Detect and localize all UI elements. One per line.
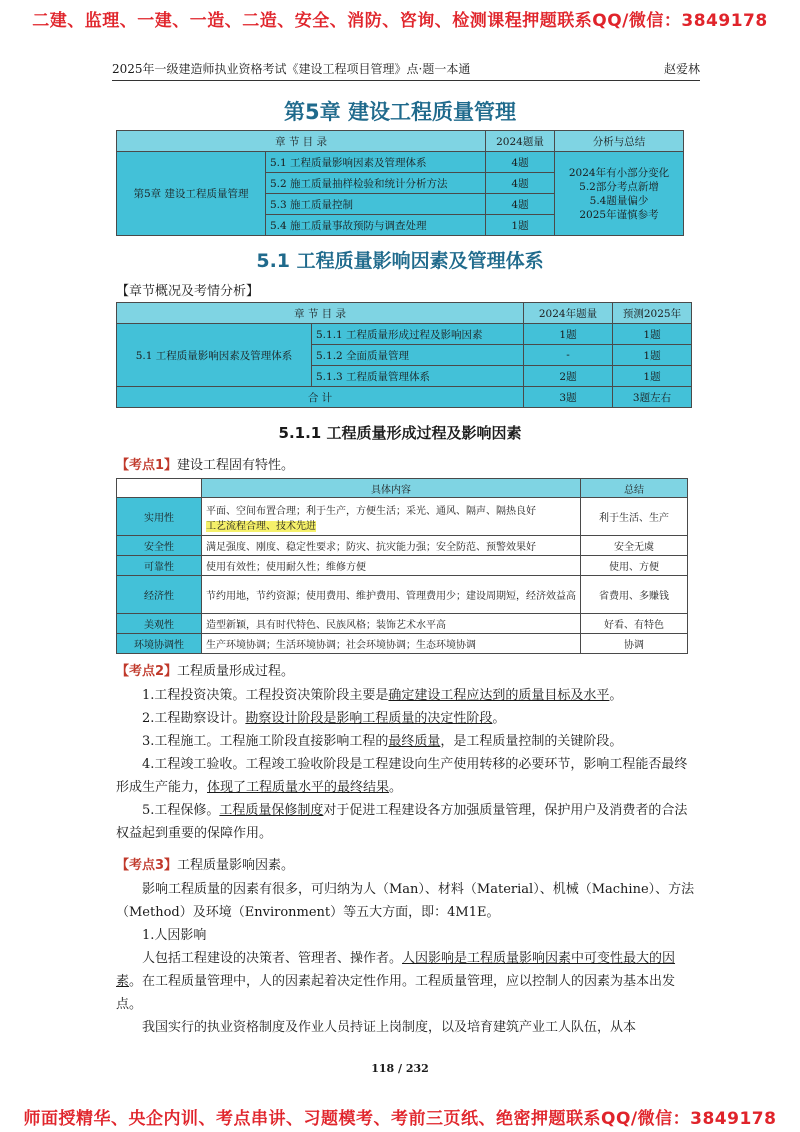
- running-head-title: 2025年一级建造师执业资格考试《建设工程项目管理》点·题一本通: [112, 62, 471, 76]
- key-point-tag: 【考点2】: [116, 664, 178, 679]
- table-cell-sub: 5.1.2 全面质量管理: [312, 345, 524, 366]
- key-point-title: 工程质量形成过程。: [177, 664, 295, 679]
- human-heading: 1.人因影响: [142, 928, 207, 943]
- key-point-3: [116, 854, 294, 873]
- factors-intro: 影响工程质量的因素有很多，可归纳为人（Man）、材料（Material）、机械（Machine）、方法（Method）及环境（Environment）等五大方面，即：4M1E。: [116, 882, 695, 920]
- human-paragraph-2: 我国实行的执业资格制度及作业人员持证上岗制度，以及培育建筑产业工人队伍，从本: [142, 1020, 637, 1035]
- key-point-title: 建设工程固有特性。: [177, 458, 295, 473]
- property-name: 安全性: [117, 536, 202, 556]
- table-cell-count: 2题: [524, 366, 613, 387]
- property-name: 美观性: [117, 614, 202, 634]
- table-cell-total-label: 合 计: [117, 387, 524, 408]
- table-cell-analysis: [555, 152, 684, 236]
- table-header: 具体内容: [202, 479, 581, 498]
- property-summary: 使用、方便: [581, 556, 688, 576]
- key-point-1: [116, 454, 294, 473]
- property-content: 节约用地，节约资源；使用费用、维护费用、管理费用少；建设周期短，经济效益高: [202, 576, 581, 614]
- process-step: 5.工程保修。工程质量保修制度对于促进工程建设各方加强质量管理，保护用户及消费者的合法权益起到重要的保障作用。: [116, 803, 688, 841]
- quality-properties-table: [116, 478, 688, 654]
- table-cell-predict: 1题: [613, 366, 692, 387]
- quality-factors-text: [116, 878, 700, 1039]
- quality-process-list: [116, 684, 700, 845]
- analysis-line: 2024年有小部分变化: [568, 166, 670, 179]
- process-step: 2.工程勘察设计。勘察设计阶段是影响工程质量的决定性阶段。: [142, 711, 506, 726]
- highlight-text: 工艺流程合理、技术先进: [206, 520, 316, 532]
- analysis-line: 5.4题量偏少: [589, 194, 649, 207]
- page-number: 118 / 232: [371, 1062, 429, 1075]
- property-summary: 好看、有特色: [581, 614, 688, 634]
- section-overview-table: [116, 302, 692, 408]
- table-cell-section: 5.2 施工质量抽样检验和统计分析方法: [266, 173, 486, 194]
- property-summary: 安全无虞: [581, 536, 688, 556]
- analysis-line: 2025年谨慎参考: [579, 208, 659, 221]
- bottom-banner: 师面授精华、央企内训、考点串讲、习题模考、考前三页纸、绝密押题联系QQ/微信：3849178: [23, 1109, 777, 1129]
- property-name: 实用性: [117, 498, 202, 536]
- table-cell-section: 5.4 施工质量事故预防与调查处理: [266, 215, 486, 236]
- property-content: 造型新颖，具有时代特色、民族风格；装饰艺术水平高: [202, 614, 581, 634]
- process-step: 4.工程竣工验收。工程竣工验收阶段是工程建设向生产使用转移的必要环节，影响工程能否最终形成生产能力，体现了工程质量水平的最终结果。: [116, 757, 688, 795]
- table-cell-predict: 1题: [613, 345, 692, 366]
- table-header: 章 节 目 录: [117, 131, 486, 152]
- table-cell-count: 4题: [486, 152, 555, 173]
- table-cell-predict: 1题: [613, 324, 692, 345]
- key-point-title: 工程质量影响因素。: [177, 858, 295, 873]
- table-cell-chapter: 第5章 建设工程质量管理: [117, 152, 266, 236]
- table-cell-count: 1题: [524, 324, 613, 345]
- process-step: 3.工程施工。工程施工阶段直接影响工程的最终质量，是工程质量控制的关键阶段。: [142, 734, 623, 749]
- table-cell-count: -: [524, 345, 613, 366]
- table-cell-section: 5.1 工程质量影响因素及管理体系: [266, 152, 486, 173]
- key-point-tag: 【考点3】: [116, 858, 178, 873]
- process-step: 1.工程投资决策。工程投资决策阶段主要是确定建设工程应达到的质量目标及水平。: [142, 688, 623, 703]
- chapter-title: 第5章 建设工程质量管理: [284, 100, 516, 124]
- table-header: 章 节 目 录: [117, 303, 524, 324]
- property-summary: 省费用、多赚钱: [581, 576, 688, 614]
- subsection-title: 5.1.1 工程质量形成过程及影响因素: [278, 424, 522, 442]
- table-header: 2024年题量: [524, 303, 613, 324]
- table-header: 预测2025年: [613, 303, 692, 324]
- key-point-2: [116, 660, 294, 679]
- property-content: 满足强度、刚度、稳定性要求；防灾、抗灾能力强；安全防范、预警效果好: [202, 536, 581, 556]
- property-name: 环境协调性: [117, 634, 202, 654]
- property-name: 经济性: [117, 576, 202, 614]
- table-cell-total-2025: 3题左右: [613, 387, 692, 408]
- table-cell-count: 4题: [486, 173, 555, 194]
- chapter-overview-table: [116, 130, 684, 236]
- human-paragraph: 人包括工程建设的决策者、管理者、操作者。人因影响是工程质量影响因素中可变性最大的因素。在工程质量管理中，人的因素起着决定性作用。工程质量管理，应以控制人的因素为基本出发点。: [116, 951, 676, 1012]
- key-point-tag: 【考点1】: [116, 458, 178, 473]
- table-cell-section: 5.3 施工质量控制: [266, 194, 486, 215]
- table-header: 分析与总结: [555, 131, 684, 152]
- table-cell-section: 5.1 工程质量影响因素及管理体系: [117, 324, 312, 387]
- table-header: 2024题量: [486, 131, 555, 152]
- table-cell-total-2024: 3题: [524, 387, 613, 408]
- property-content: 使用有效性；使用耐久性；维修方便: [202, 556, 581, 576]
- property-name: 可靠性: [117, 556, 202, 576]
- table-cell-sub: 5.1.3 工程质量管理体系: [312, 366, 524, 387]
- overview-label: 【章节概况及考情分析】: [116, 284, 260, 299]
- table-cell-sub: 5.1.1 工程质量形成过程及影响因素: [312, 324, 524, 345]
- table-cell-count: 4题: [486, 194, 555, 215]
- table-header: 总结: [581, 479, 688, 498]
- property-content: 生产环境协调；生活环境协调；社会环境协调；生态环境协调: [202, 634, 581, 654]
- running-head: [112, 60, 700, 81]
- running-head-author: 赵爱林: [663, 62, 700, 76]
- table-cell-count: 1题: [486, 215, 555, 236]
- property-summary: 利于生活、生产: [581, 498, 688, 536]
- section-title: 5.1 工程质量影响因素及管理体系: [256, 250, 544, 272]
- analysis-line: 5.2部分考点新增: [579, 180, 659, 193]
- top-banner: 二建、监理、一建、一造、二造、安全、消防、咨询、检测课程押题联系QQ/微信：3849178: [32, 11, 768, 31]
- property-summary: 协调: [581, 634, 688, 654]
- property-content: 平面、空间布置合理；利于生产，方便生活；采光、通风、隔声、隔热良好 工艺流程合理、技术先进: [202, 498, 581, 536]
